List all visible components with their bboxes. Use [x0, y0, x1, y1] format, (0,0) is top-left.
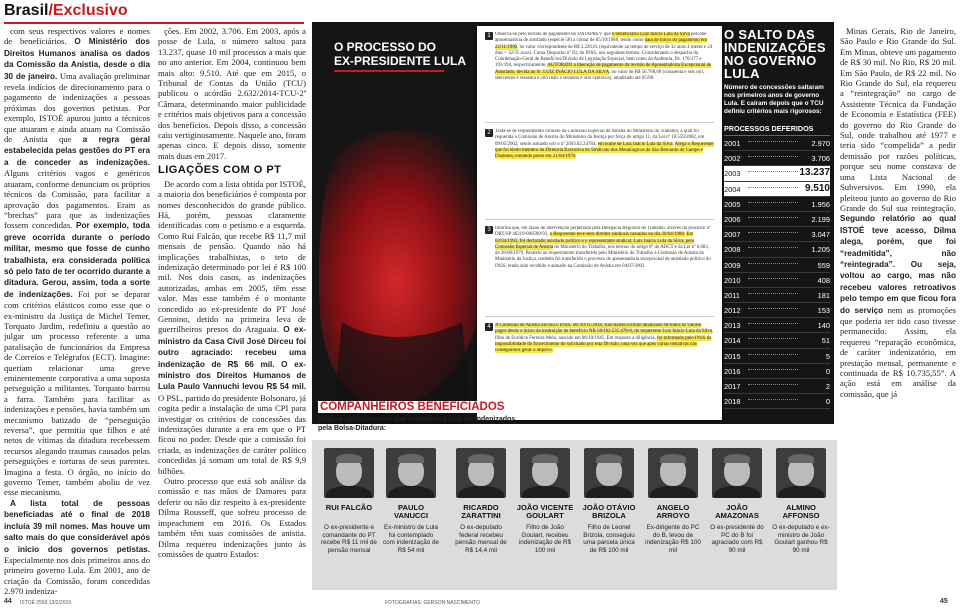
- stats-year: 2008: [724, 245, 741, 255]
- header-rule: [4, 22, 304, 24]
- stats-leader: [748, 232, 798, 233]
- lula-silhouette-image: [312, 22, 492, 424]
- companion-description: Ex-ministro de Lula foi contemplado com indenização de R$ 54 mil: [382, 524, 439, 554]
- companion-description: O ex-deputado e ex-ministro de João Goulart ganhou R$ 90 mil: [772, 524, 830, 554]
- stats-row-2002: [724, 151, 830, 166]
- stats-leader: [748, 308, 798, 309]
- portrait-photo: [520, 448, 570, 498]
- stats-subtitle: Número de concessões saltaram nos primeiros anos de governo Lula. E caíram depois que o TCU definiu critérios mais rigorosos:: [724, 84, 824, 115]
- portrait-photo: [712, 448, 762, 498]
- stats-leader: [748, 263, 798, 264]
- stats-table-header: PROCESSOS DEFERIDOS: [724, 124, 830, 136]
- stats-row-2007: [724, 227, 830, 242]
- stats-value: 2: [825, 382, 830, 391]
- document-excerpt-2: 2 Trata-se de requerimento oriundo da Comissão Especial de Anistia do Ministério do Trabalho, a qual foi requerida a Comissão de Anistia do Ministério da Justiça por força do artigo 11, da Lei nº 10.559/2002, em 09/05/2002, sendo autuado sob o nº 2003.02.24784, em nome de Luiz Inácio Lula da Silva. Alega o Requerente que foi eleito membro da Diretoria Executiva do Sindicato dos Metalúrgicos de São Bernardo do Campo e Diadema, tomando posse em 21/04/1978.: [485, 129, 714, 219]
- stats-row-2006: [724, 212, 830, 227]
- paragraph: Minas Gerais, Rio de Janeiro, São Paulo e Rio Grande do Sul. Em Minas, obteve um pagamento de R$ 30 mil. No Rio, R$ 20 mil. Em São Paulo, de R$ 22 mil. No Rio Grande do Sul, ela requereu a “reintegração” no cargo de Assistente Técnica da Fundação de Economia e Estatística (FEE) do governo do Rio Grande do Sul, onde trabalhou até 1977 e teria sido “compelida” a pedir demissão por razões políticas, porque seu nome constava de uma Lista Nacional de Subversivos. Em 1990, ela pleiteou junto ao governo do Rio Grande do Sul sua reintegração. Segundo relatório ao qual ISTOÉ teve acesso, Dilma alega, porém, que foi “readmitida”, não “reintegrada”. Ou seja, voltou ao cargo, mas não recebeu valores retroativos pelo tempo em que ficou fora do serviço nem as promoções que poderia ter tido caso tivesse permanecido. Assim, ela requereu “reparação econômica, de caráter indenizatório, em prestação mensal, permanente e continuada de R$ 10.735,55”. A ação está em análise da comissão, que já: [840, 26, 956, 399]
- stats-value: 13.237: [799, 167, 830, 179]
- companion-name: JOÃO VICENTE GOULART: [516, 503, 574, 521]
- footer-left: ISTOÉ 2560 13/2/2019: [20, 600, 72, 606]
- stats-leader: [748, 293, 798, 294]
- companion-name: JOÃO OTÁVIO BRIZOLA: [582, 503, 636, 521]
- stats-table: [724, 136, 830, 409]
- stats-leader: [748, 171, 798, 172]
- stats-value: 3.047: [811, 230, 830, 240]
- portrait-photo: [324, 448, 374, 498]
- paragraph: ções. Em 2002, 3.706. Em 2003, após a posse de Lula, o número saltou para 13.237, quase 10 mil processos a mais que no ano anterior. Em 2004, continuou bem mais alto: 9.510. Até que em 2015, o Tribunal de Contas da União (TCU) publicou o acórdão 2.632/2014-TCU-2ª Câmara, determinando maior publicidade e critérios mais objetivos para a concessão dos benefícios. Depois disso, a concessão caiu vertiginosamente. Naquele ano, foram apenas cinco. E depois disso, somente mais duas em 2017.: [158, 26, 306, 161]
- stats-row-2016: [724, 364, 830, 379]
- stats-year: 2001: [724, 139, 741, 148]
- portrait-photo: [584, 448, 634, 498]
- stats-value: 181: [817, 290, 830, 300]
- companions-subtitle: Confira alguns nomes que compõem a lista de indenizados pela Bolsa-Ditadura:: [318, 416, 516, 432]
- stats-value: 3.706: [811, 154, 830, 164]
- stats-row-2005: [724, 197, 830, 212]
- stats-leader: [748, 187, 798, 188]
- article-column-5: [840, 26, 956, 596]
- stats-row-2012: [724, 303, 830, 318]
- companion-name: RICARDO ZARATTINI: [461, 503, 501, 521]
- subsection-name: Exclusivo: [52, 2, 128, 19]
- stats-value: 0: [825, 397, 830, 407]
- stats-leader: [748, 338, 798, 339]
- portrait-photo: [648, 448, 698, 498]
- companion-name: ANGELO ARROYO: [656, 503, 690, 521]
- stats-value: 2.199: [811, 214, 830, 224]
- page-number-right: 45: [940, 598, 948, 605]
- stats-row-2004: [724, 182, 830, 197]
- stats-row-2013: [724, 318, 830, 333]
- stats-year: 2014: [724, 336, 741, 346]
- stats-value: 1.205: [811, 245, 830, 255]
- stats-row-2003: [724, 166, 830, 181]
- stats-year: 2013: [724, 321, 741, 331]
- stats-value: 559: [817, 260, 830, 270]
- portrait-photo: [456, 448, 506, 498]
- stats-leader: [748, 278, 798, 279]
- companion-name: PAULO VANUCCI: [393, 503, 429, 521]
- companion-description: Filho de João Goulart, recebeu indenização de R$ 100 mil: [518, 524, 572, 554]
- stats-year: 2012: [724, 306, 741, 316]
- stats-row-2001: [724, 136, 830, 151]
- lula-process-panel: [312, 22, 834, 424]
- stats-year: 2005: [724, 199, 741, 209]
- paragraph: Outro processo que está sob análise da comissão e nas mãos de Damares para deferir ou não diz respeito à ex-presidente Dilma Rousseff, que sofreu processo de impeachment em 2016. Os Estados também têm suas comissões de anistia. Dilma requereu indenizações junto às comissões de quatro Estados:: [158, 476, 306, 559]
- portrait-photo: [386, 448, 436, 498]
- companion-description: O ex-presidente do PC do B foi agraciado com R$ 90 mil: [710, 524, 764, 554]
- stats-year: 2003: [724, 169, 741, 179]
- stats-row-2011: [724, 288, 830, 303]
- companion-name: RUI FALCÃO: [325, 503, 373, 512]
- companion-description: O ex-presidente e comandante do PT recebe R$ 11 mil de pensão mensal: [321, 524, 377, 554]
- stats-row-2014: [724, 333, 830, 348]
- companion-description: O ex-deputado federal recebeu pensão mensal de R$ 14,4 mil: [455, 524, 507, 554]
- stats-year: 2011: [724, 290, 740, 300]
- stats-value: 408: [817, 275, 830, 285]
- stats-year: 2002: [724, 154, 741, 164]
- portrait-photo: [776, 448, 826, 498]
- stats-year: 2004: [724, 184, 741, 194]
- page-number-left: 44: [4, 598, 12, 605]
- stats-year: 2010: [724, 275, 741, 285]
- paragraph: De acordo com a lista obtida por ISTOÉ, a maioria dos beneficiários é composta por nomes desconhecidos do grande público. Há, porém, pessoas claramente identificadas com o petismo e a esquerda. Como Rui Falcão, que recebe R$ 11,7 mil mensais de pensão. Quando não há implicações trabalhistas, o teto de indenização determinado por lei é R$ 100 mil. Nos dois casos, as indenizações autorizadas, ambas em 2005, têm esse valor. Mas esse também é o montante concedido ao ex-presidente do PT José Genoino, detido na primeira leva de guerrilheiros presos do Araguaia. O ex-ministro da Casa Civil José Dirceu foi outro agraciado: recebeu uma indenização de R$ 66 mil. O ex-ministro dos Direitos Humanos de Lula Paulo Vannuchi levou R$ 54 mil. O PSL, partido do presidente Bolsonaro, já cogita pedir a instalação de uma CPI para investigar os critérios de concessões das indenizações durante a era em que o PT ficou no poder. Desde que a comissão foi criada, as indenizações de caráter político concedidas já somam um total de R$ 9,9 bilhões.: [158, 178, 306, 476]
- stats-value: 5: [825, 351, 830, 361]
- section-header: Brasil/Exclusivo: [4, 2, 128, 19]
- paragraph: com seus respectivos valores e nomes de beneficiários. O Ministério dos Direitos Humanos analisa os dados da Comissão da Anistia, desde o dia 30 de janeiro. Uma avaliação preliminar revela indícios de direcionamento para o pagamento de indenizações a pessoas próximas dos governos petistas. Por exemplo, ISTOÉ apurou junto a técnicos que atuaram e ainda atuam na Comissão de Anistia que a regra geral estabelecida pelas gestões do PT era a de conceder as indenizações. Alguns critérios vagos e genéricos atuaram, conforme denunciam os próprios técnicos da Comissão, para facilitar a aprovação dos pagamentos. Eram as “brechas” para que as indenizações fossem concedidas. Por exemplo, toda greve ocorrida durante o período militar, mesmo que fosse de cunho trabalhista, era considerada política só pelo fato de ter ocorrido durante a ditadura. Gerou, assim, toda a sorte de indenizações. Foi por se deparar com critérios elásticos como esse que o ex-ministro da Justiça de Michel Temer, Torquato Jardim, redefiniu a questão ao julgar um processo referente a uma paralisação de funcionários da Empresa de Correios e Telégrafos (ECT). Imagine: queriam relacionar uma greve eminentemente corporativa a uma suposta perseguição a militantes. Torquato barrou a farra. Também para facilitar as indenizações e pensões, havia também um mecanismo batizado de “perseguição reversa”, que permitia que filhos e até netos de vítimas da ditadura recebessem recursos alegando traumas causados pelas perseguições e torturas de seus parentes. Imagina a festa. O órgão, no início do governo Temer, também aboliu de vez esse mecanismo.: [4, 26, 150, 498]
- article-column-1: [4, 26, 150, 596]
- section-name: Brasil: [4, 2, 49, 19]
- document-excerpt-1: 1 Observa-se pelo extrato de pagamento do DATAPREV que o beneficiário Luiz Inácio Lula da Silva percebe aposentadoria de anistiado (espécie 58) a contar de 05/10/1988, tendo como data de início do pagamento em 22/11/1996, no valor correspondente de R$ 3.226,61 (equivalente ao tempo de serviço de 32 anos 4 meses e 24 dias = 32/35 avos). Conta Despacho nº 03, do INSS, nos seguintes termos: Considerando o despacho da Coordenação-Geral de Benefícios/Divisão de Legislação Especial, bem como da Auditoria, fls. 176/177 e 193/194, respectivamente, AUTORIZO a liberação de pagamento da revisão de Aposentadoria Excepcional de Anistiado, devida ao Sr. LUIZ INÁCIO LULA DA SILVA, no valor de R$ 56.768,68 (cinquenta e seis mil, setecentos e sessenta e oito reais e sessenta e oito centavos), atualizado até 05/98.: [485, 32, 714, 122]
- stats-year: 2017: [724, 382, 741, 391]
- stats-value: 1.956: [811, 199, 830, 209]
- stats-value: 51: [821, 336, 830, 346]
- document-excerpt-4: 4 A Comissão de Anistia ofíciou o INSS, em 30/11/2018, solicitando Extrato atualizado de todos os valores pagos desde o início da instituição do benefício NB 58/102.535.478-0, do requerente Luiz Inácio Lula da Silva, filho de Eurídice Ferreira Melo, nascido em 06/10/1945. Em resposta a diligência, foi informado pelo INSS da impossibilidade do fornecimento do solicitado por esta Divisão, uma vez que após várias tentativas não conseguimos gerar o arquivo.: [485, 323, 714, 413]
- stats-row-2008: [724, 242, 830, 257]
- stats-leader: [748, 323, 798, 324]
- stats-year: 2015: [724, 351, 741, 361]
- indemnity-stats: [724, 28, 830, 409]
- stats-value: 2.970: [811, 139, 830, 148]
- companion-name: ALMINO AFFONSO: [782, 503, 820, 521]
- stats-title: O SALTO DAS INDENIZAÇÕES NO GOVERNO LULA: [724, 27, 826, 81]
- stats-row-2015: [724, 349, 830, 364]
- stats-value: 9.510: [804, 182, 830, 194]
- subheading: LIGAÇÕES COM O PT: [158, 164, 282, 177]
- stats-year: 2009: [724, 260, 741, 270]
- stats-leader: [748, 247, 798, 248]
- stats-leader: [748, 217, 798, 218]
- companion-description: Filho de Leonel Brizola, conseguiu uma parcela única de R$ 100 mil: [583, 524, 635, 554]
- companion-name: JOÃO AMAZONAS: [715, 503, 759, 521]
- stats-leader: [748, 384, 798, 385]
- document-excerpt-3: 3 Informa que, em razão de intervenção perpetrada pela Delegacia Regional do Trabalho, através do processo nº DRT/SP 46219-000589/93, o Requerente teve seus direitos sindicais cassados no dia 20/04/1980. Em 02/04/1993, foi declarado anistiado político e o representante sindical, Luiz Inácio Lula da Silva, pela Comissão Especial de Anistia do Ministério do Trabalho, nos termos do artigo 8º do ADCT e da Lei nº 6.683, de 28/08/1979. Paralelo ao requerimento transferido pelo Ministério do Trabalho à Comissão de Anistia do Ministério da Justiça, também foi transferido o processo de aposentadoria excepcional de anistiado político do INSS, tendo sido recebido e autuado na Comissão de Anistia em 04/07/2003.: [485, 226, 714, 316]
- panel-title: O PROCESSO DO EX-PRESIDENTE LULA: [334, 40, 466, 72]
- document-excerpts: [477, 26, 722, 420]
- stats-value: 140: [817, 321, 830, 331]
- stats-year: 2018: [724, 397, 741, 407]
- stats-year: 2006: [724, 214, 741, 224]
- companions-strip: [312, 440, 837, 590]
- article-column-2: [158, 26, 306, 596]
- stats-row-2018: [724, 394, 830, 409]
- footer-credit: FOTOGRAFIAS: GERSON NASCIMENTO: [385, 600, 480, 606]
- stats-leader: [748, 202, 798, 203]
- paragraph: A lista total de pessoas beneficiadas até o final de 2018 incluía 39 mil nomes. Mas houve um salto mais do que considerável após o início dos governos petistas. Especialmente nos dois primeiros anos do primeiro governo Lula. Em 2001, ano de criação da Comissão, foram concedidas 2.970 indeniza-: [4, 498, 150, 596]
- stats-value: 0: [825, 366, 830, 376]
- stats-year: 2016: [724, 366, 741, 376]
- stats-row-2017: [724, 379, 830, 394]
- stats-value: 153: [817, 306, 830, 316]
- companions-title: COMPANHEIROS BENEFICIADOS: [320, 401, 505, 413]
- stats-leader: [748, 369, 798, 370]
- stats-row-2010: [724, 273, 830, 288]
- stats-leader: [748, 399, 798, 400]
- companion-description: Ex-dirigente do PC do B, levou de indenização R$ 100 mil: [645, 524, 701, 554]
- stats-year: 2007: [724, 230, 741, 240]
- stats-leader: [748, 156, 798, 157]
- stats-row-2009: [724, 258, 830, 273]
- stats-leader: [748, 141, 798, 142]
- stats-leader: [748, 354, 798, 355]
